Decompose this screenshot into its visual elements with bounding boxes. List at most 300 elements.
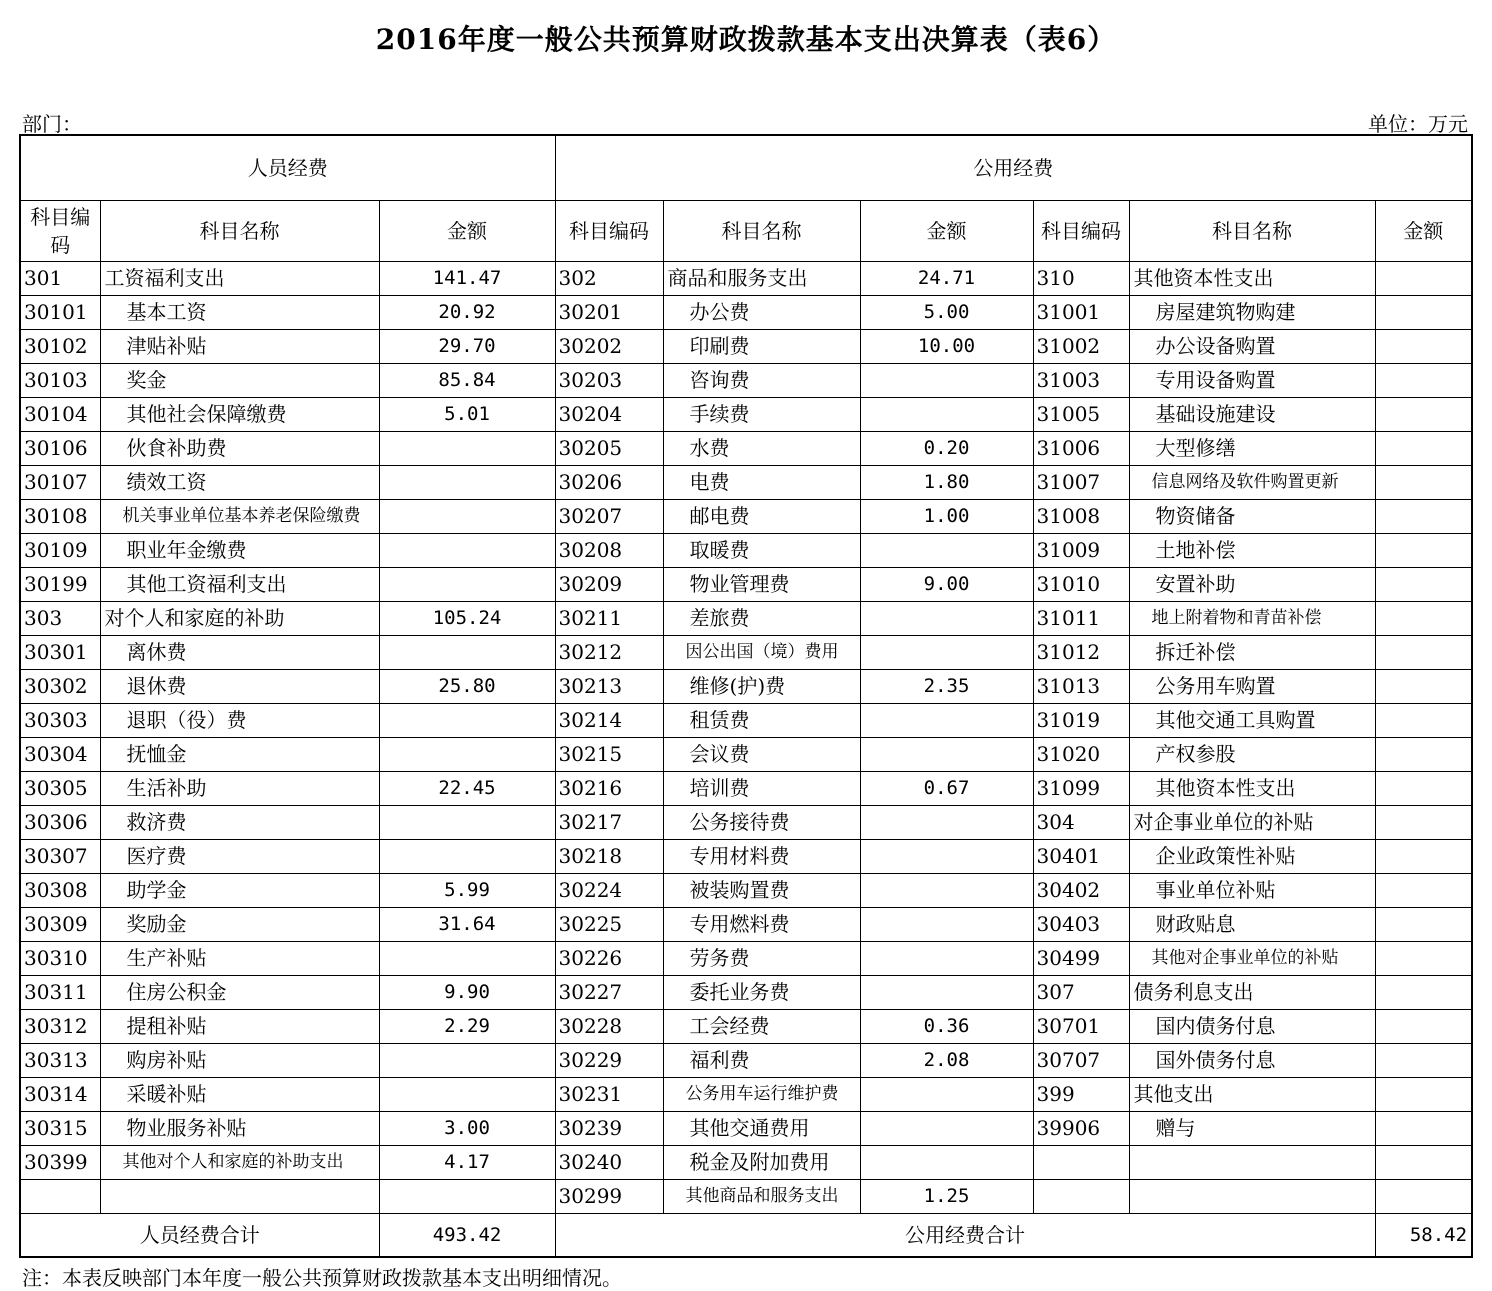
personnel-amount-cell [379, 806, 555, 840]
table-row [20, 806, 1472, 840]
personnel-code-cell: 30314 [20, 1078, 100, 1112]
public-name-cell: 其他交通费用 [663, 1112, 860, 1146]
public-code-cell: 30231 [555, 1078, 663, 1112]
other-code-cell: 31099 [1033, 772, 1129, 806]
personnel-code-cell: 30101 [20, 296, 100, 330]
table-row [20, 670, 1472, 704]
personnel-amount-cell: 3.00 [379, 1112, 555, 1146]
public-code-cell: 30207 [555, 500, 663, 534]
other-name-cell: 安置补助 [1129, 568, 1375, 602]
other-code-cell: 31011 [1033, 602, 1129, 636]
personnel-name-cell: 奖励金 [100, 908, 379, 942]
other-name-cell: 对企事业单位的补贴 [1129, 806, 1375, 840]
other-name-cell: 信息网络及软件购置更新 [1129, 466, 1375, 500]
table-row [20, 704, 1472, 738]
other-amount-cell [1375, 568, 1472, 602]
public-code-cell: 30201 [555, 296, 663, 330]
public-amount-cell [860, 534, 1033, 568]
other-name-cell: 物资储备 [1129, 500, 1375, 534]
personnel-name-cell: 对个人和家庭的补助 [100, 602, 379, 636]
personnel-code-cell: 30315 [20, 1112, 100, 1146]
table-row [20, 500, 1472, 534]
other-amount-cell [1375, 806, 1472, 840]
public-code-cell: 30205 [555, 432, 663, 466]
public-code-cell: 30212 [555, 636, 663, 670]
public-code-cell: 30211 [555, 602, 663, 636]
public-name-cell: 福利费 [663, 1044, 860, 1078]
other-amount-cell [1375, 602, 1472, 636]
personnel-name-cell: 津贴补贴 [100, 330, 379, 364]
personnel-total-amount: 493.42 [379, 1214, 555, 1258]
public-code-cell: 30214 [555, 704, 663, 738]
public-name-cell: 委托业务费 [663, 976, 860, 1010]
personnel-amount-cell: 85.84 [379, 364, 555, 398]
public-code-cell: 30213 [555, 670, 663, 704]
other-code-cell: 31006 [1033, 432, 1129, 466]
other-amount-cell [1375, 976, 1472, 1010]
public-amount-cell: 10.00 [860, 330, 1033, 364]
public-name-cell: 公务接待费 [663, 806, 860, 840]
table-row [20, 1010, 1472, 1044]
personnel-amount-cell: 5.99 [379, 874, 555, 908]
expenditure-table [19, 134, 1473, 1258]
personnel-code-cell: 30304 [20, 738, 100, 772]
personnel-code-cell: 30199 [20, 568, 100, 602]
personnel-code-cell: 30306 [20, 806, 100, 840]
public-code-cell: 30225 [555, 908, 663, 942]
table-row [20, 636, 1472, 670]
personnel-name-cell: 奖金 [100, 364, 379, 398]
personnel-name-cell: 采暖补贴 [100, 1078, 379, 1112]
personnel-name-cell: 购房补贴 [100, 1044, 379, 1078]
table-row [20, 976, 1472, 1010]
personnel-name-cell: 机关事业单位基本养老保险缴费 [100, 500, 379, 534]
unit-label: 单位：万元 [1368, 112, 1468, 136]
personnel-name-cell: 职业年金缴费 [100, 534, 379, 568]
public-code-cell: 30239 [555, 1112, 663, 1146]
public-code-cell: 30218 [555, 840, 663, 874]
public-code-cell: 30216 [555, 772, 663, 806]
other-amount-cell [1375, 772, 1472, 806]
other-name-cell: 债务利息支出 [1129, 976, 1375, 1010]
other-amount-cell [1375, 432, 1472, 466]
table-row [20, 738, 1472, 772]
table-row [20, 568, 1472, 602]
personnel-amount-cell: 2.29 [379, 1010, 555, 1044]
public-name-cell: 租赁费 [663, 704, 860, 738]
table-row [20, 1180, 1472, 1214]
personnel-amount-cell [379, 466, 555, 500]
other-code-cell [1033, 1180, 1129, 1214]
public-code-cell: 30228 [555, 1010, 663, 1044]
other-name-cell [1129, 1180, 1375, 1214]
table-row [20, 840, 1472, 874]
public-amount-cell [860, 908, 1033, 942]
section-public: 公用经费 [555, 135, 1472, 201]
public-name-cell: 公务用车运行维护费 [663, 1078, 860, 1112]
personnel-code-cell: 30301 [20, 636, 100, 670]
other-code-cell: 31012 [1033, 636, 1129, 670]
other-amount-cell [1375, 1180, 1472, 1214]
other-code-cell: 39906 [1033, 1112, 1129, 1146]
other-amount-cell [1375, 262, 1472, 296]
other-code-cell: 30707 [1033, 1044, 1129, 1078]
other-code-cell: 30403 [1033, 908, 1129, 942]
other-code-cell: 31002 [1033, 330, 1129, 364]
personnel-code-cell: 30106 [20, 432, 100, 466]
totals-row [20, 1214, 1472, 1258]
col-header-public-amount: 金额 [860, 201, 1033, 262]
public-name-cell: 专用燃料费 [663, 908, 860, 942]
public-amount-cell [860, 704, 1033, 738]
table-row [20, 908, 1472, 942]
public-name-cell: 劳务费 [663, 942, 860, 976]
other-code-cell: 307 [1033, 976, 1129, 1010]
table-row [20, 1146, 1472, 1180]
public-total-label: 公用经费合计 [555, 1214, 1375, 1258]
personnel-code-cell: 30305 [20, 772, 100, 806]
other-code-cell: 31008 [1033, 500, 1129, 534]
table-row [20, 602, 1472, 636]
public-name-cell: 会议费 [663, 738, 860, 772]
table-row [20, 466, 1472, 500]
other-amount-cell [1375, 636, 1472, 670]
personnel-amount-cell [379, 704, 555, 738]
public-name-cell: 邮电费 [663, 500, 860, 534]
col-header-personnel-amount: 金额 [379, 201, 555, 262]
public-name-cell: 办公费 [663, 296, 860, 330]
public-code-cell: 30226 [555, 942, 663, 976]
other-amount-cell [1375, 670, 1472, 704]
public-name-cell: 商品和服务支出 [663, 262, 860, 296]
public-amount-cell [860, 636, 1033, 670]
personnel-amount-cell [379, 636, 555, 670]
table-row [20, 1044, 1472, 1078]
other-name-cell: 事业单位补贴 [1129, 874, 1375, 908]
public-amount-cell: 9.00 [860, 568, 1033, 602]
public-amount-cell [860, 874, 1033, 908]
footnote: 注：本表反映部门本年度一般公共预算财政拨款基本支出明细情况。 [22, 1266, 622, 1290]
public-name-cell: 水费 [663, 432, 860, 466]
personnel-amount-cell [379, 568, 555, 602]
table-row [20, 262, 1472, 296]
table-row [20, 296, 1472, 330]
personnel-name-cell: 其他社会保障缴费 [100, 398, 379, 432]
personnel-amount-cell: 141.47 [379, 262, 555, 296]
table-row [20, 942, 1472, 976]
public-name-cell: 差旅费 [663, 602, 860, 636]
personnel-name-cell: 抚恤金 [100, 738, 379, 772]
personnel-code-cell: 30109 [20, 534, 100, 568]
other-amount-cell [1375, 908, 1472, 942]
table-row [20, 330, 1472, 364]
personnel-amount-cell: 5.01 [379, 398, 555, 432]
public-amount-cell: 2.35 [860, 670, 1033, 704]
other-amount-cell [1375, 330, 1472, 364]
public-code-cell: 30208 [555, 534, 663, 568]
other-name-cell: 其他资本性支出 [1129, 772, 1375, 806]
other-amount-cell [1375, 296, 1472, 330]
personnel-code-cell: 30310 [20, 942, 100, 976]
public-amount-cell [860, 976, 1033, 1010]
other-code-cell: 31005 [1033, 398, 1129, 432]
other-amount-cell [1375, 738, 1472, 772]
personnel-code-cell: 30108 [20, 500, 100, 534]
other-code-cell: 31019 [1033, 704, 1129, 738]
other-name-cell: 产权参股 [1129, 738, 1375, 772]
public-amount-cell: 0.67 [860, 772, 1033, 806]
table-row [20, 432, 1472, 466]
personnel-amount-cell: 9.90 [379, 976, 555, 1010]
other-amount-cell [1375, 1112, 1472, 1146]
personnel-name-cell: 生活补助 [100, 772, 379, 806]
personnel-amount-cell: 29.70 [379, 330, 555, 364]
other-name-cell: 基础设施建设 [1129, 398, 1375, 432]
public-amount-cell [860, 942, 1033, 976]
public-amount-cell [860, 364, 1033, 398]
other-code-cell: 31001 [1033, 296, 1129, 330]
personnel-total-label: 人员经费合计 [20, 1214, 379, 1258]
other-name-cell: 其他资本性支出 [1129, 262, 1375, 296]
public-amount-cell [860, 398, 1033, 432]
table-row [20, 874, 1472, 908]
personnel-code-cell: 303 [20, 602, 100, 636]
personnel-code-cell: 30308 [20, 874, 100, 908]
personnel-code-cell: 30313 [20, 1044, 100, 1078]
personnel-name-cell: 其他对个人和家庭的补助支出 [100, 1146, 379, 1180]
public-amount-cell: 2.08 [860, 1044, 1033, 1078]
public-amount-cell: 5.00 [860, 296, 1033, 330]
personnel-amount-cell: 20.92 [379, 296, 555, 330]
other-amount-cell [1375, 704, 1472, 738]
other-name-cell: 国外债务付息 [1129, 1044, 1375, 1078]
personnel-name-cell: 工资福利支出 [100, 262, 379, 296]
public-amount-cell [860, 738, 1033, 772]
table-row [20, 534, 1472, 568]
public-amount-cell [860, 840, 1033, 874]
other-name-cell: 大型修缮 [1129, 432, 1375, 466]
personnel-name-cell: 离休费 [100, 636, 379, 670]
public-name-cell: 税金及附加费用 [663, 1146, 860, 1180]
other-code-cell: 31020 [1033, 738, 1129, 772]
other-name-cell: 办公设备购置 [1129, 330, 1375, 364]
section-personnel: 人员经费 [20, 135, 555, 201]
public-name-cell: 物业管理费 [663, 568, 860, 602]
public-name-cell: 专用材料费 [663, 840, 860, 874]
col-header-public-name: 科目名称 [663, 201, 860, 262]
personnel-code-cell: 30312 [20, 1010, 100, 1044]
col-header-other-name: 科目名称 [1129, 201, 1375, 262]
other-amount-cell [1375, 466, 1472, 500]
personnel-name-cell: 物业服务补贴 [100, 1112, 379, 1146]
table-body [20, 262, 1472, 1214]
personnel-name-cell: 住房公积金 [100, 976, 379, 1010]
col-header-other-amount: 金额 [1375, 201, 1472, 262]
other-amount-cell [1375, 1010, 1472, 1044]
public-code-cell: 30227 [555, 976, 663, 1010]
public-name-cell: 手续费 [663, 398, 860, 432]
personnel-amount-cell [379, 1078, 555, 1112]
public-name-cell: 印刷费 [663, 330, 860, 364]
public-code-cell: 30240 [555, 1146, 663, 1180]
col-header-personnel-code: 科目编 码 [20, 201, 100, 262]
col-header-public-code: 科目编码 [555, 201, 663, 262]
other-name-cell: 房屋建筑物购建 [1129, 296, 1375, 330]
public-amount-cell: 24.71 [860, 262, 1033, 296]
other-amount-cell [1375, 1078, 1472, 1112]
personnel-name-cell: 退休费 [100, 670, 379, 704]
public-code-cell: 30204 [555, 398, 663, 432]
public-name-cell: 因公出国（境）费用 [663, 636, 860, 670]
other-name-cell: 其他对企事业单位的补贴 [1129, 942, 1375, 976]
public-name-cell: 维修(护)费 [663, 670, 860, 704]
public-name-cell: 培训费 [663, 772, 860, 806]
other-amount-cell [1375, 942, 1472, 976]
public-code-cell: 30229 [555, 1044, 663, 1078]
other-code-cell: 30401 [1033, 840, 1129, 874]
personnel-code-cell: 30307 [20, 840, 100, 874]
other-name-cell: 国内债务付息 [1129, 1010, 1375, 1044]
public-amount-cell: 0.20 [860, 432, 1033, 466]
public-amount-cell: 1.80 [860, 466, 1033, 500]
other-amount-cell [1375, 874, 1472, 908]
other-amount-cell [1375, 398, 1472, 432]
personnel-amount-cell: 4.17 [379, 1146, 555, 1180]
other-code-cell [1033, 1146, 1129, 1180]
public-name-cell: 被装购置费 [663, 874, 860, 908]
personnel-code-cell: 30399 [20, 1146, 100, 1180]
personnel-name-cell: 基本工资 [100, 296, 379, 330]
other-code-cell: 399 [1033, 1078, 1129, 1112]
personnel-code-cell: 30107 [20, 466, 100, 500]
personnel-amount-cell [379, 1180, 555, 1214]
other-name-cell: 专用设备购置 [1129, 364, 1375, 398]
other-amount-cell [1375, 500, 1472, 534]
personnel-code-cell: 30103 [20, 364, 100, 398]
personnel-name-cell: 绩效工资 [100, 466, 379, 500]
public-code-cell: 30203 [555, 364, 663, 398]
personnel-code-cell [20, 1180, 100, 1214]
public-code-cell: 30206 [555, 466, 663, 500]
personnel-amount-cell [379, 738, 555, 772]
other-name-cell: 地上附着物和青苗补偿 [1129, 602, 1375, 636]
other-name-cell: 拆迁补偿 [1129, 636, 1375, 670]
department-label: 部门： [22, 112, 82, 136]
public-name-cell: 咨询费 [663, 364, 860, 398]
public-amount-cell [860, 1146, 1033, 1180]
personnel-name-cell: 生产补贴 [100, 942, 379, 976]
other-name-cell [1129, 1146, 1375, 1180]
personnel-code-cell: 301 [20, 262, 100, 296]
table-row [20, 398, 1472, 432]
personnel-code-cell: 30311 [20, 976, 100, 1010]
other-code-cell: 31003 [1033, 364, 1129, 398]
other-code-cell: 31007 [1033, 466, 1129, 500]
public-amount-cell: 1.00 [860, 500, 1033, 534]
public-name-cell: 其他商品和服务支出 [663, 1180, 860, 1214]
personnel-code-cell: 30104 [20, 398, 100, 432]
other-name-cell: 公务用车购置 [1129, 670, 1375, 704]
personnel-amount-cell: 22.45 [379, 772, 555, 806]
personnel-name-cell [100, 1180, 379, 1214]
other-code-cell: 31009 [1033, 534, 1129, 568]
personnel-name-cell: 其他工资福利支出 [100, 568, 379, 602]
col-header-other-code: 科目编码 [1033, 201, 1129, 262]
table-row [20, 1078, 1472, 1112]
other-name-cell: 其他交通工具购置 [1129, 704, 1375, 738]
personnel-name-cell: 助学金 [100, 874, 379, 908]
public-code-cell: 30224 [555, 874, 663, 908]
page-title: 2016年度一般公共预算财政拨款基本支出决算表（表6） [375, 23, 1117, 56]
personnel-amount-cell [379, 432, 555, 466]
personnel-amount-cell: 105.24 [379, 602, 555, 636]
col-header-personnel-name: 科目名称 [100, 201, 379, 262]
public-code-cell: 302 [555, 262, 663, 296]
section-header-row [20, 135, 1472, 201]
other-name-cell: 其他支出 [1129, 1078, 1375, 1112]
public-total-amount: 58.42 [1375, 1214, 1472, 1258]
personnel-amount-cell [379, 534, 555, 568]
public-code-cell: 30202 [555, 330, 663, 364]
personnel-name-cell: 救济费 [100, 806, 379, 840]
public-amount-cell [860, 1078, 1033, 1112]
other-amount-cell [1375, 1044, 1472, 1078]
other-name-cell: 土地补偿 [1129, 534, 1375, 568]
other-amount-cell [1375, 1146, 1472, 1180]
personnel-name-cell: 提租补贴 [100, 1010, 379, 1044]
personnel-amount-cell: 25.80 [379, 670, 555, 704]
public-code-cell: 30217 [555, 806, 663, 840]
public-name-cell: 工会经费 [663, 1010, 860, 1044]
other-code-cell: 30499 [1033, 942, 1129, 976]
public-code-cell: 30209 [555, 568, 663, 602]
personnel-code-cell: 30303 [20, 704, 100, 738]
other-name-cell: 企业政策性补贴 [1129, 840, 1375, 874]
personnel-amount-cell [379, 1044, 555, 1078]
public-amount-cell [860, 806, 1033, 840]
other-name-cell: 财政贴息 [1129, 908, 1375, 942]
public-name-cell: 电费 [663, 466, 860, 500]
public-amount-cell: 0.36 [860, 1010, 1033, 1044]
personnel-amount-cell [379, 942, 555, 976]
personnel-name-cell: 医疗费 [100, 840, 379, 874]
other-code-cell: 31013 [1033, 670, 1129, 704]
other-name-cell: 赠与 [1129, 1112, 1375, 1146]
other-code-cell: 304 [1033, 806, 1129, 840]
table-row [20, 772, 1472, 806]
table-row [20, 1112, 1472, 1146]
public-name-cell: 取暖费 [663, 534, 860, 568]
public-amount-cell [860, 1112, 1033, 1146]
other-amount-cell [1375, 534, 1472, 568]
personnel-amount-cell [379, 500, 555, 534]
public-amount-cell [860, 602, 1033, 636]
other-code-cell: 30701 [1033, 1010, 1129, 1044]
other-code-cell: 31010 [1033, 568, 1129, 602]
personnel-amount-cell [379, 840, 555, 874]
other-code-cell: 310 [1033, 262, 1129, 296]
personnel-name-cell: 退职（役）费 [100, 704, 379, 738]
personnel-code-cell: 30102 [20, 330, 100, 364]
other-amount-cell [1375, 840, 1472, 874]
personnel-code-cell: 30302 [20, 670, 100, 704]
public-amount-cell: 1.25 [860, 1180, 1033, 1214]
other-amount-cell [1375, 364, 1472, 398]
personnel-name-cell: 伙食补助费 [100, 432, 379, 466]
table-row [20, 364, 1472, 398]
personnel-code-cell: 30309 [20, 908, 100, 942]
public-code-cell: 30299 [555, 1180, 663, 1214]
